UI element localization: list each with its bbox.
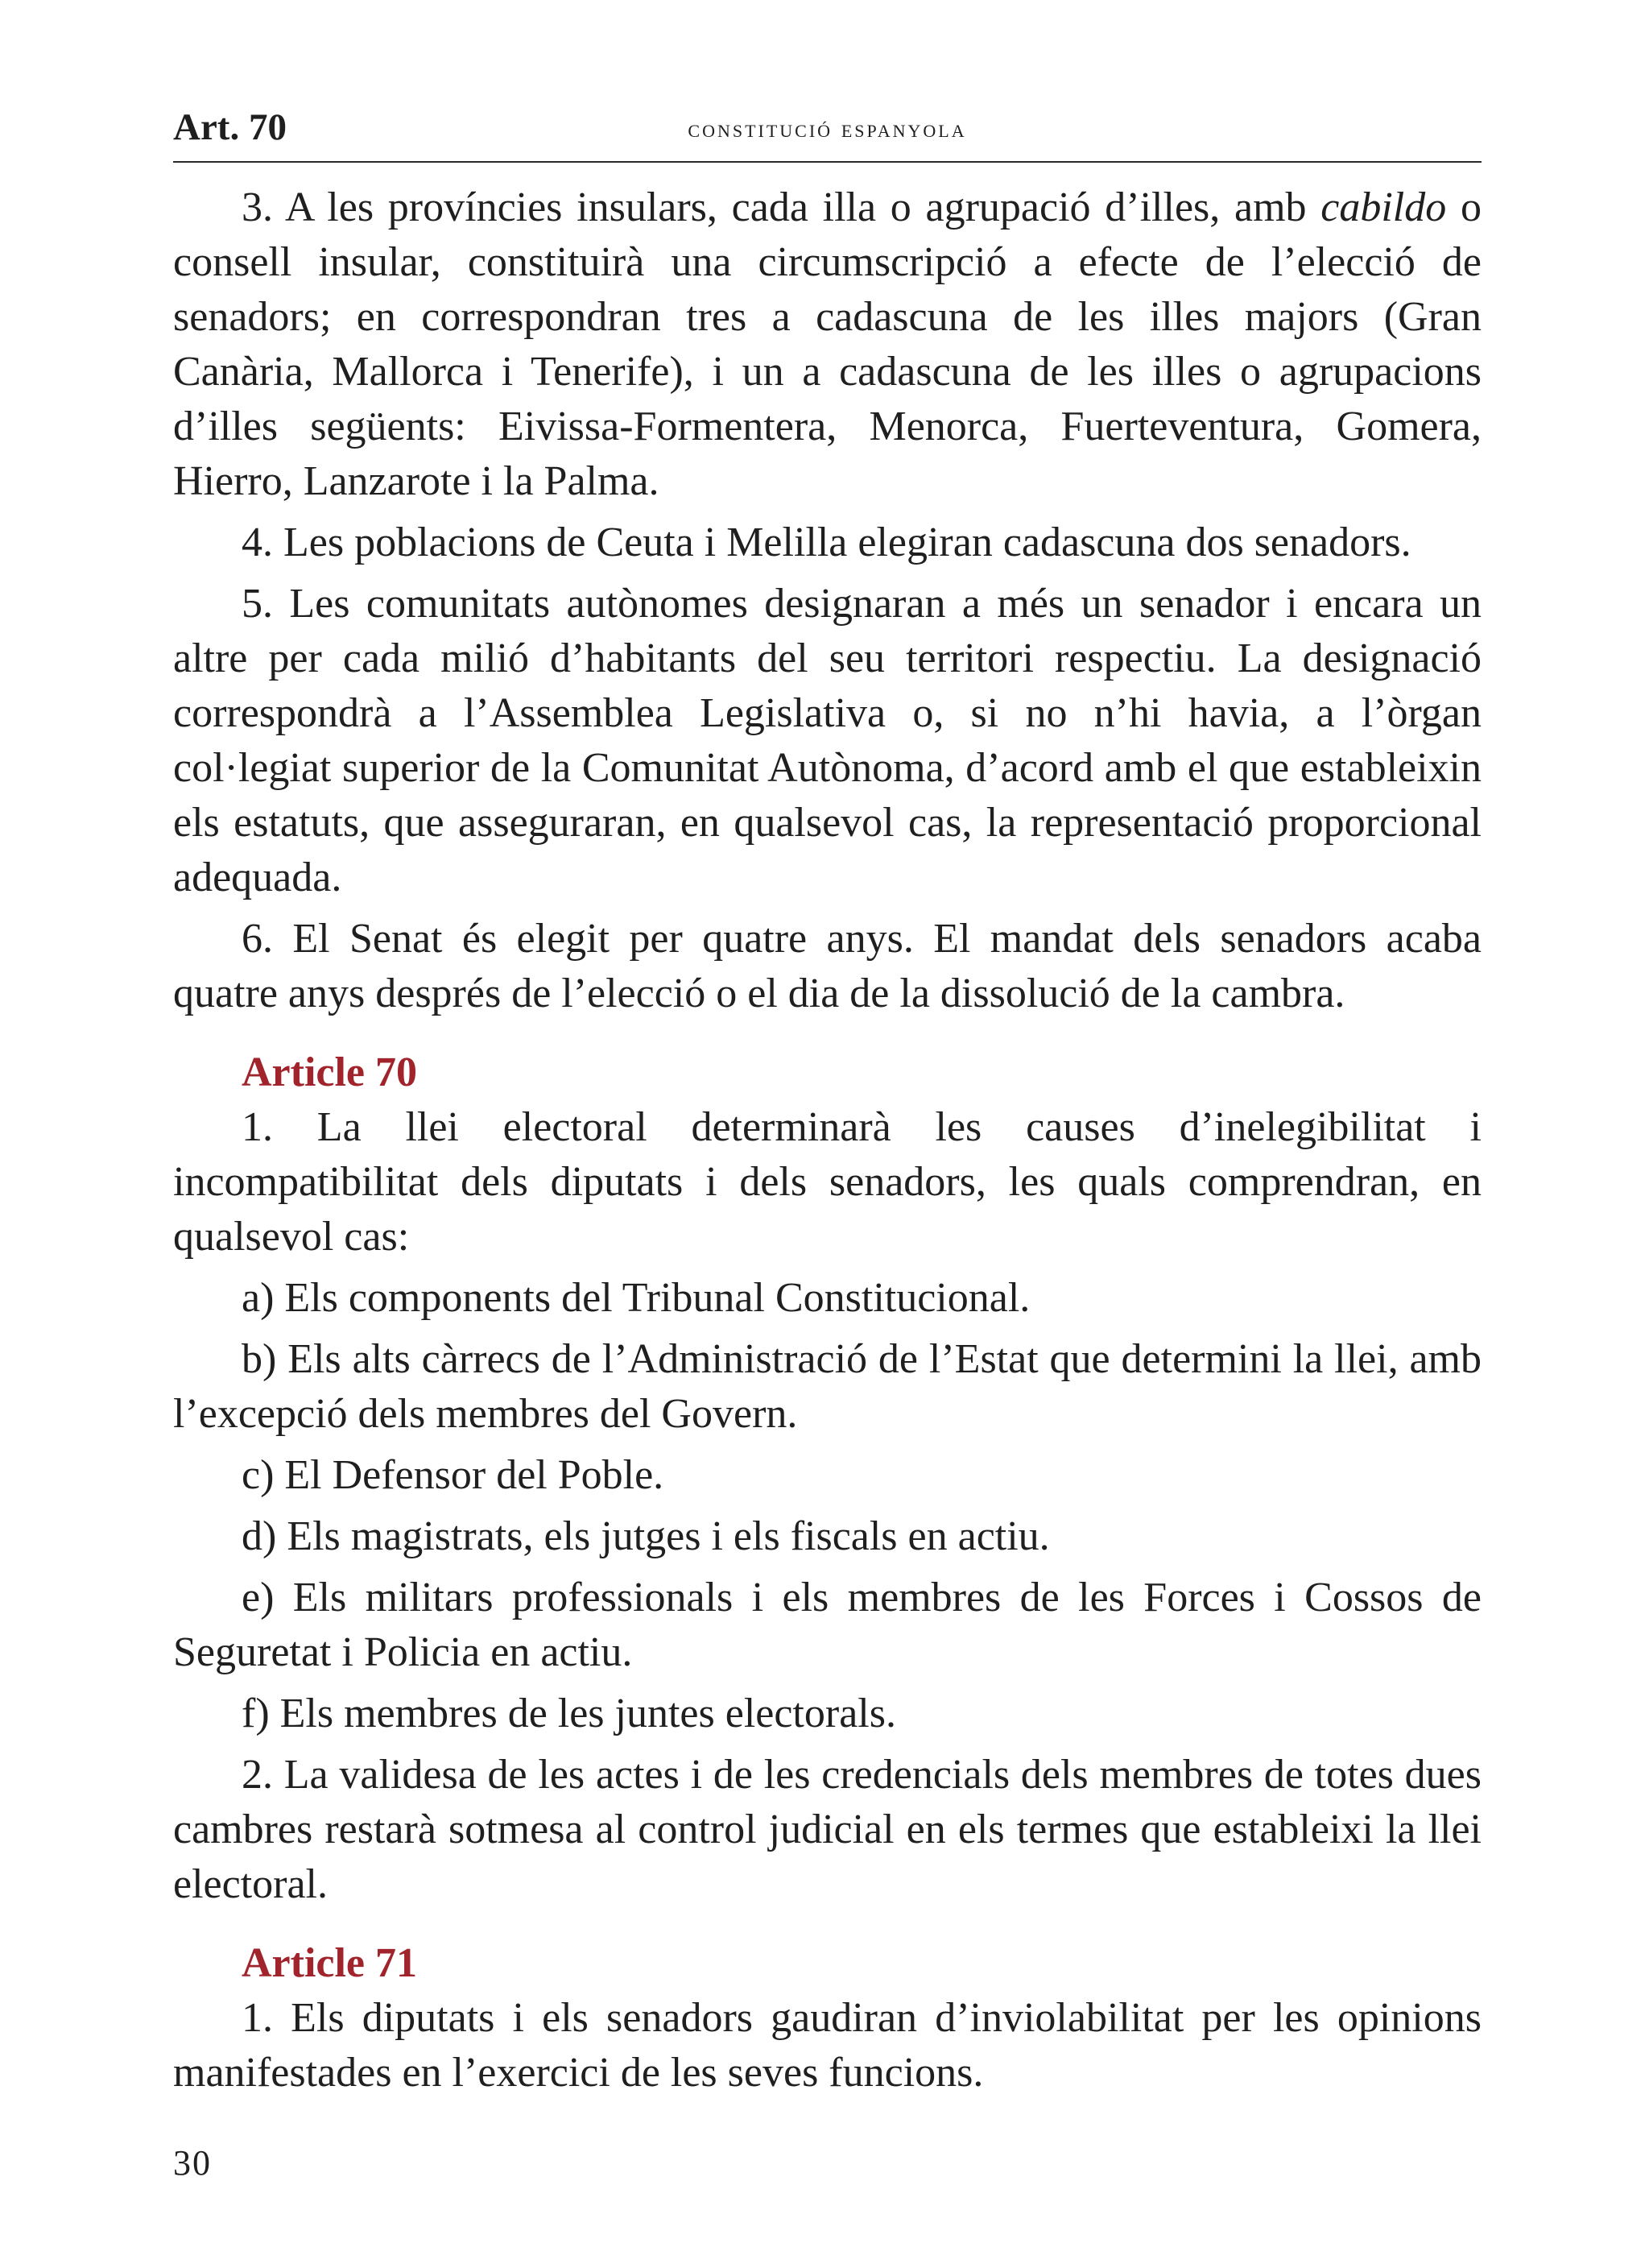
- italic-term: cabildo: [1320, 184, 1447, 230]
- running-header: [173, 105, 1482, 163]
- document-page: [173, 105, 1482, 2199]
- paragraph-70-a: a) Els components del Tribunal Constitucional.: [242, 1275, 1031, 1321]
- paragraph-70-f: f) Els membres de les juntes electorals.: [242, 1691, 896, 1736]
- header-article-ref: Art. 70: [173, 106, 287, 148]
- paragraph-69-5: 5. Les comunitats autònomes designaran a més un senador i encara un altre per cada milió d’habitants del seu territori respectiu. La designació correspondrà a l’Assemblea Legislativa o, si no n’hi havia, a l’òrgan col·legiat superior de la Comunitat Autònoma, d’acord amb el que estableixin els estatuts, que asseguraran, en qualsevol cas, la representació proporcional adequada.: [173, 581, 1482, 900]
- paragraph-71-1: 1. Els diputats i els senadors gaudiran d’inviolabilitat per les opinions manifestades en l’exercici de les seves funcions.: [173, 1995, 1482, 2096]
- article-71-heading: Article 71: [242, 1940, 418, 1986]
- document-body: [173, 180, 1482, 2100]
- paragraph-70-b: b) Els alts càrrecs de l’Administració de l’Estat que determini la llei, amb l’excepció dels membres del Govern.: [173, 1336, 1482, 1437]
- paragraph-70-2: 2. La validesa de les actes i de les credencials dels membres de totes dues cambres restarà sotmesa al control judicial en els termes que estableixi la llei electoral.: [173, 1752, 1482, 1907]
- paragraph-70-e: e) Els militars professionals i els membres de les Forces i Cossos de Seguretat i Policia en actiu.: [173, 1575, 1482, 1675]
- paragraph-70-1: 1. La llei electoral determinarà les causes d’inelegibilitat i incompatibilitat dels diputats i dels senadors, les quals comprendran, en qualsevol cas:: [173, 1104, 1482, 1260]
- paragraph-69-3: 3. A les províncies insulars, cada illa o agrupació d’illes, amb cabildo o consell insular, constituirà una circumscripció a efecte de l’elecció de senadors; en correspondran tres a cadascuna de les illes majors (Gran Canària, Mallorca i Tenerife), i un a cadascuna de les illes o agrupacions d’illes següents: Eivissa-Formentera, Menorca, Fuerteventura, Gomera, Hierro, Lanzarote i la Palma.: [173, 184, 1482, 504]
- paragraph-70-d: d) Els magistrats, els jutges i els fiscals en actiu.: [242, 1513, 1050, 1559]
- header-book-title: constitució espanyola: [688, 114, 967, 143]
- article-70-heading: Article 70: [242, 1049, 418, 1095]
- paragraph-69-6: 6. El Senat és elegit per quatre anys. El mandat dels senadors acaba quatre anys després de l’elecció o el dia de la dissolució de la cambra.: [173, 916, 1482, 1016]
- paragraph-69-4: 4. Les poblacions de Ceuta i Melilla elegiran cadascuna dos senadors.: [242, 519, 1411, 565]
- paragraph-70-c: c) El Defensor del Poble.: [242, 1452, 664, 1498]
- page-number: 30: [173, 2143, 212, 2183]
